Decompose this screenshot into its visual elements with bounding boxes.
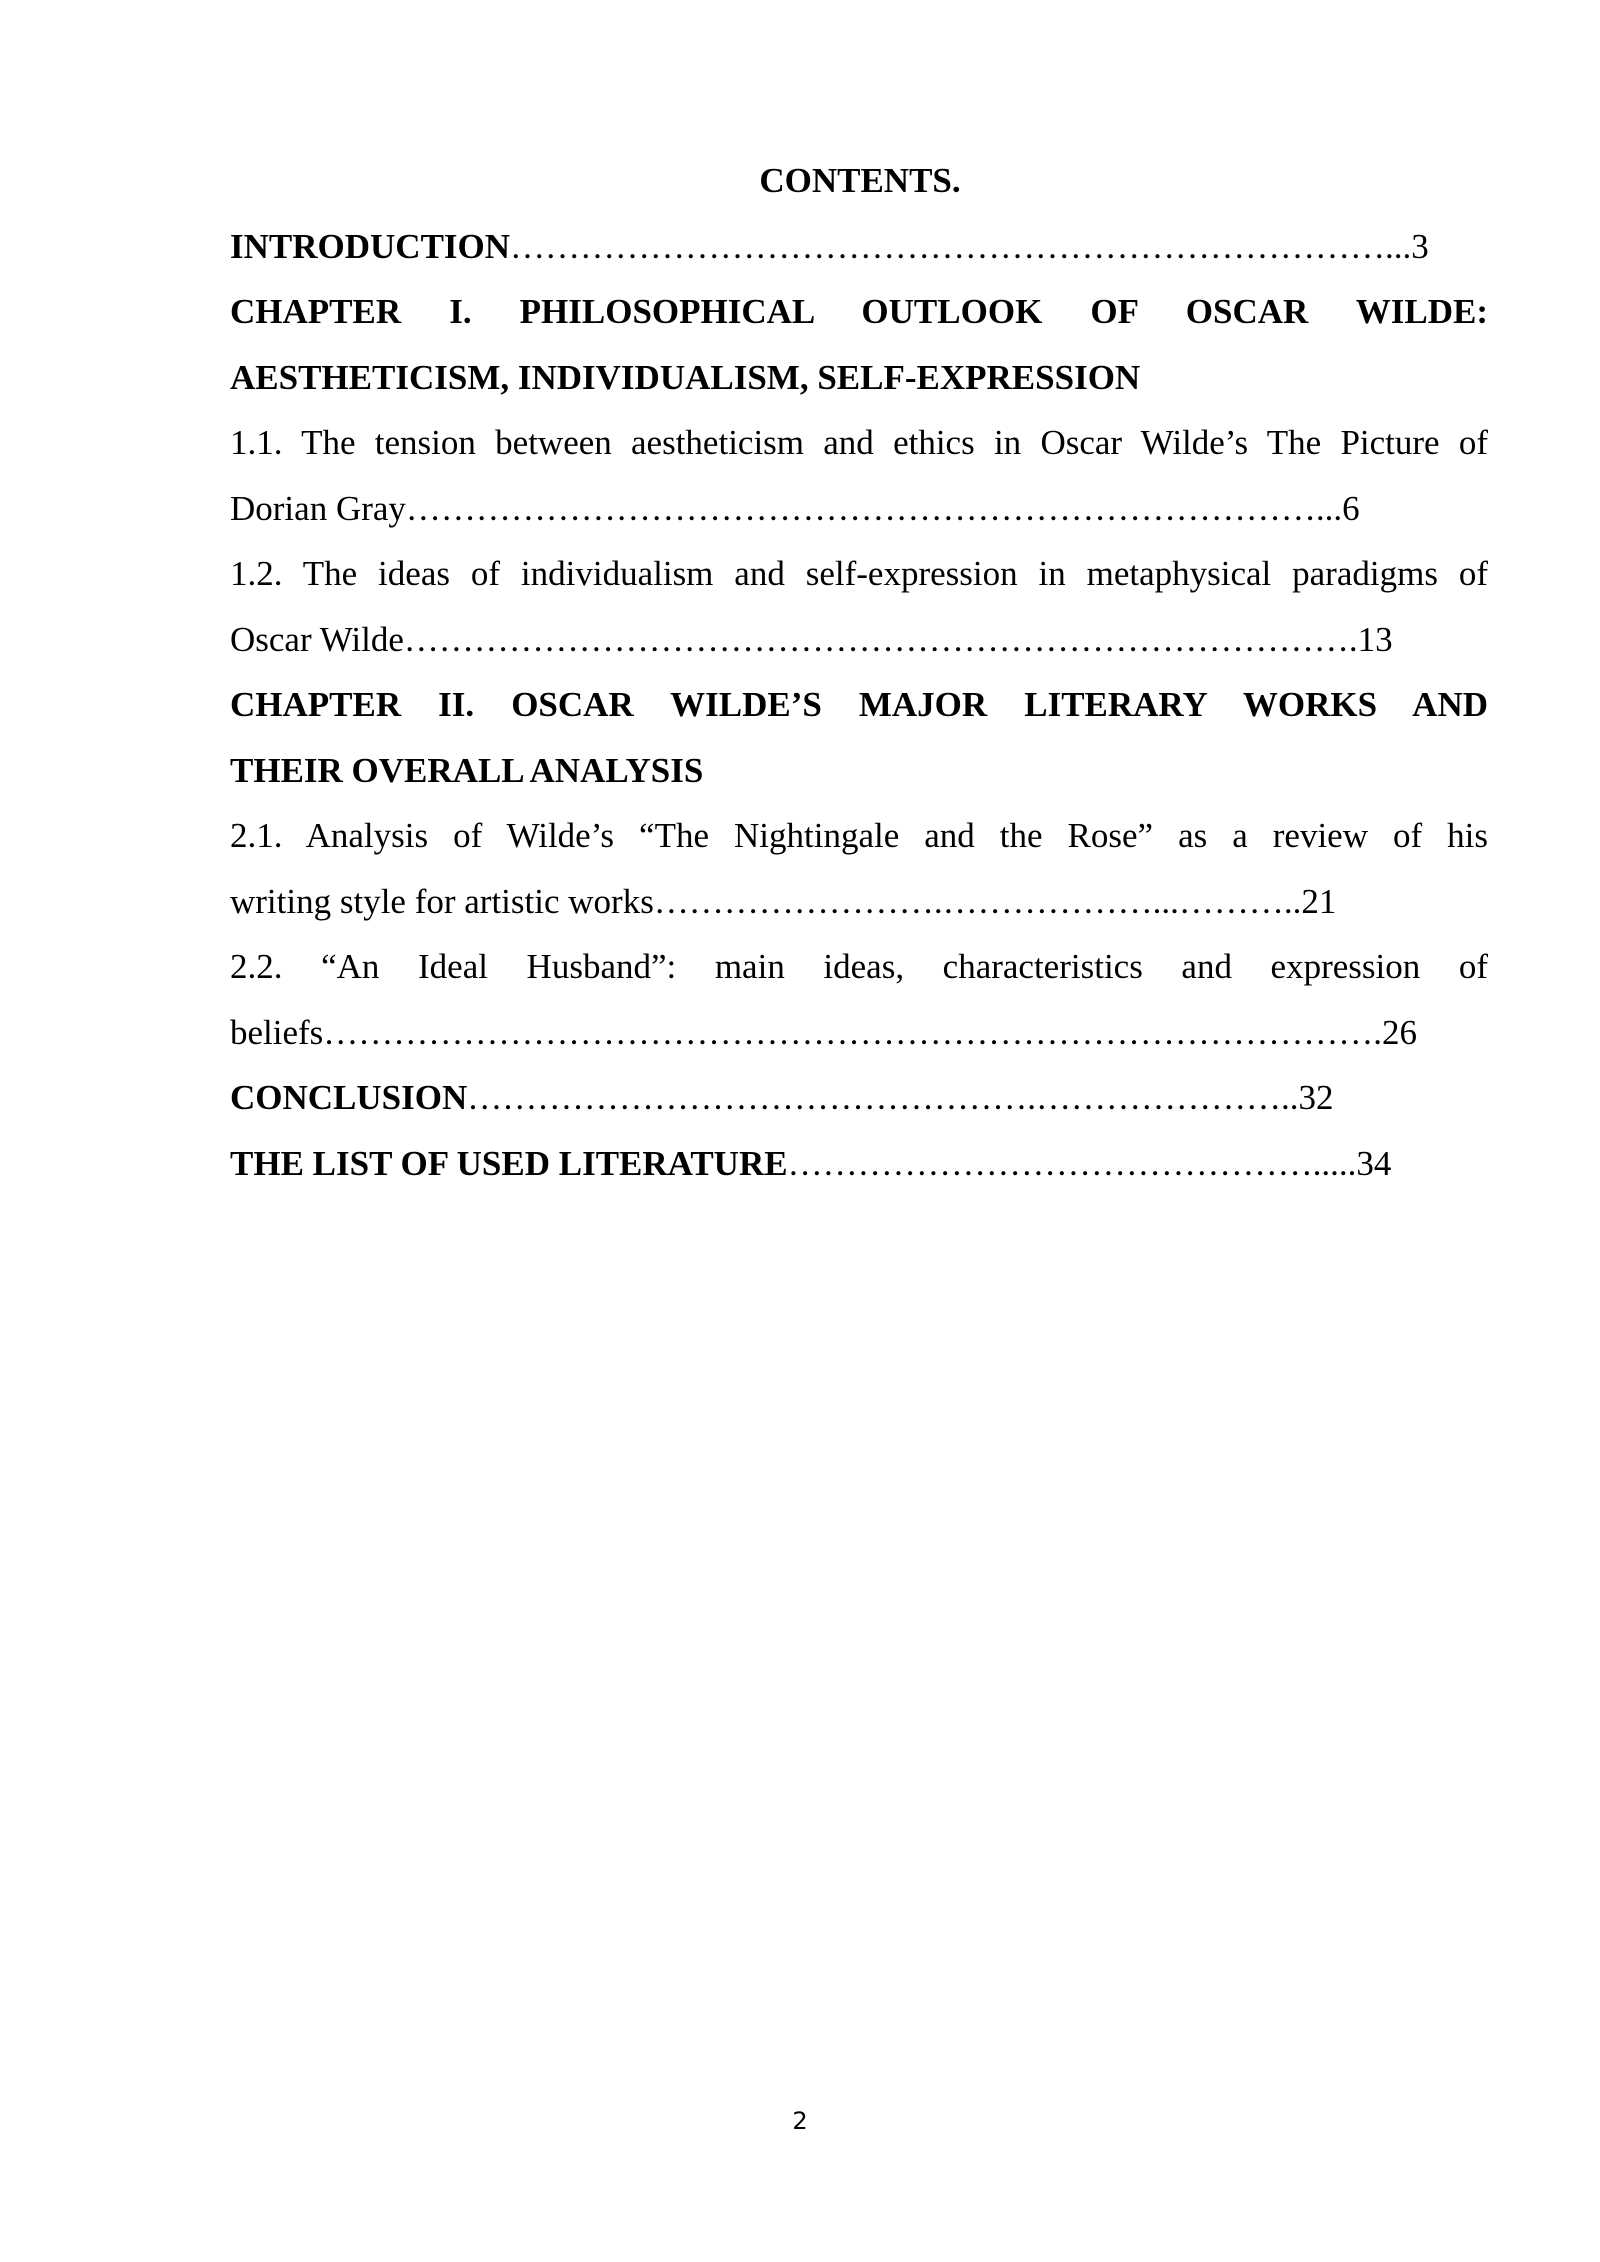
toc-entry-label: Dorian Gray xyxy=(230,488,406,528)
toc-entry-label: CONCLUSION xyxy=(230,1078,468,1117)
toc-leader-dots: ………………………………………..... xyxy=(787,1143,1357,1183)
toc-entry-label: INTRODUCTION xyxy=(230,226,511,266)
toc-leader-dots: …………………….………………...……….. xyxy=(653,881,1302,921)
contents-heading: CONTENTS. xyxy=(759,161,961,200)
toc-leader-dots: ……………………………………………………………………... xyxy=(405,488,1343,528)
toc-page-number: 13 xyxy=(1357,619,1393,659)
toc-entry-literature xyxy=(230,1131,1488,1197)
toc-chapter-1-line-1: CHAPTER I. PHILOSOPHICAL OUTLOOK OF OSCAR WILDE: xyxy=(230,292,1488,331)
toc-chapter-2-line-2: THEIR OVERALL ANALYSIS xyxy=(230,750,704,790)
toc-page-number: 26 xyxy=(1382,1012,1418,1052)
toc-page-number: 3 xyxy=(1411,226,1429,266)
toc-page-number: 34 xyxy=(1356,1143,1392,1183)
toc-section-1-1-line-1: 1.1. The tension between aestheticism and ethics in Oscar Wilde’s The Picture of xyxy=(230,423,1488,462)
toc-section-1-2-line-2 xyxy=(230,607,1488,673)
toc-entry-label: writing style for artistic works xyxy=(230,881,654,921)
toc-leader-dots: ………………………………………….………………….. xyxy=(467,1078,1299,1117)
toc-entry-label: Oscar Wilde xyxy=(230,619,404,659)
toc-leader-dots: ………………………………………………………………………………. xyxy=(323,1012,1383,1052)
toc-chapter-1-line-2: AESTHETICISM, INDIVIDUALISM, SELF-EXPRESSION xyxy=(230,357,1141,397)
toc-page-number: 6 xyxy=(1342,488,1360,528)
toc-section-1-2-line-1: 1.2. The ideas of individualism and self-expression in metaphysical paradigms of xyxy=(230,554,1488,593)
page-number: 2 xyxy=(792,2107,808,2135)
toc-entry-label: beliefs xyxy=(230,1012,324,1052)
toc-leader-dots: ………………………………………………………………………. xyxy=(403,619,1358,659)
toc-section-2-2-line-2 xyxy=(230,1000,1488,1066)
toc-entry-conclusion xyxy=(230,1065,1488,1131)
toc-section-2-1-line-1: 2.1. Analysis of Wilde’s “The Nightingale and the Rose” as a review of his xyxy=(230,816,1488,855)
toc-leader-dots: …………………………………………………………………... xyxy=(510,226,1412,266)
table-of-contents xyxy=(230,148,1488,1196)
toc-page-number: 21 xyxy=(1301,881,1337,921)
toc-section-2-1-line-2 xyxy=(230,869,1488,935)
toc-entry-label: THE LIST OF USED LITERATURE xyxy=(230,1143,788,1183)
toc-page-number: 32 xyxy=(1298,1078,1334,1117)
toc-section-1-1-line-2 xyxy=(230,476,1488,542)
toc-chapter-2-line-1: CHAPTER II. OSCAR WILDE’S MAJOR LITERARY WORKS AND xyxy=(230,685,1488,724)
toc-entry-introduction xyxy=(230,214,1488,280)
toc-section-2-2-line-1: 2.2. “An Ideal Husband”: main ideas, characteristics and expression of xyxy=(230,947,1488,986)
